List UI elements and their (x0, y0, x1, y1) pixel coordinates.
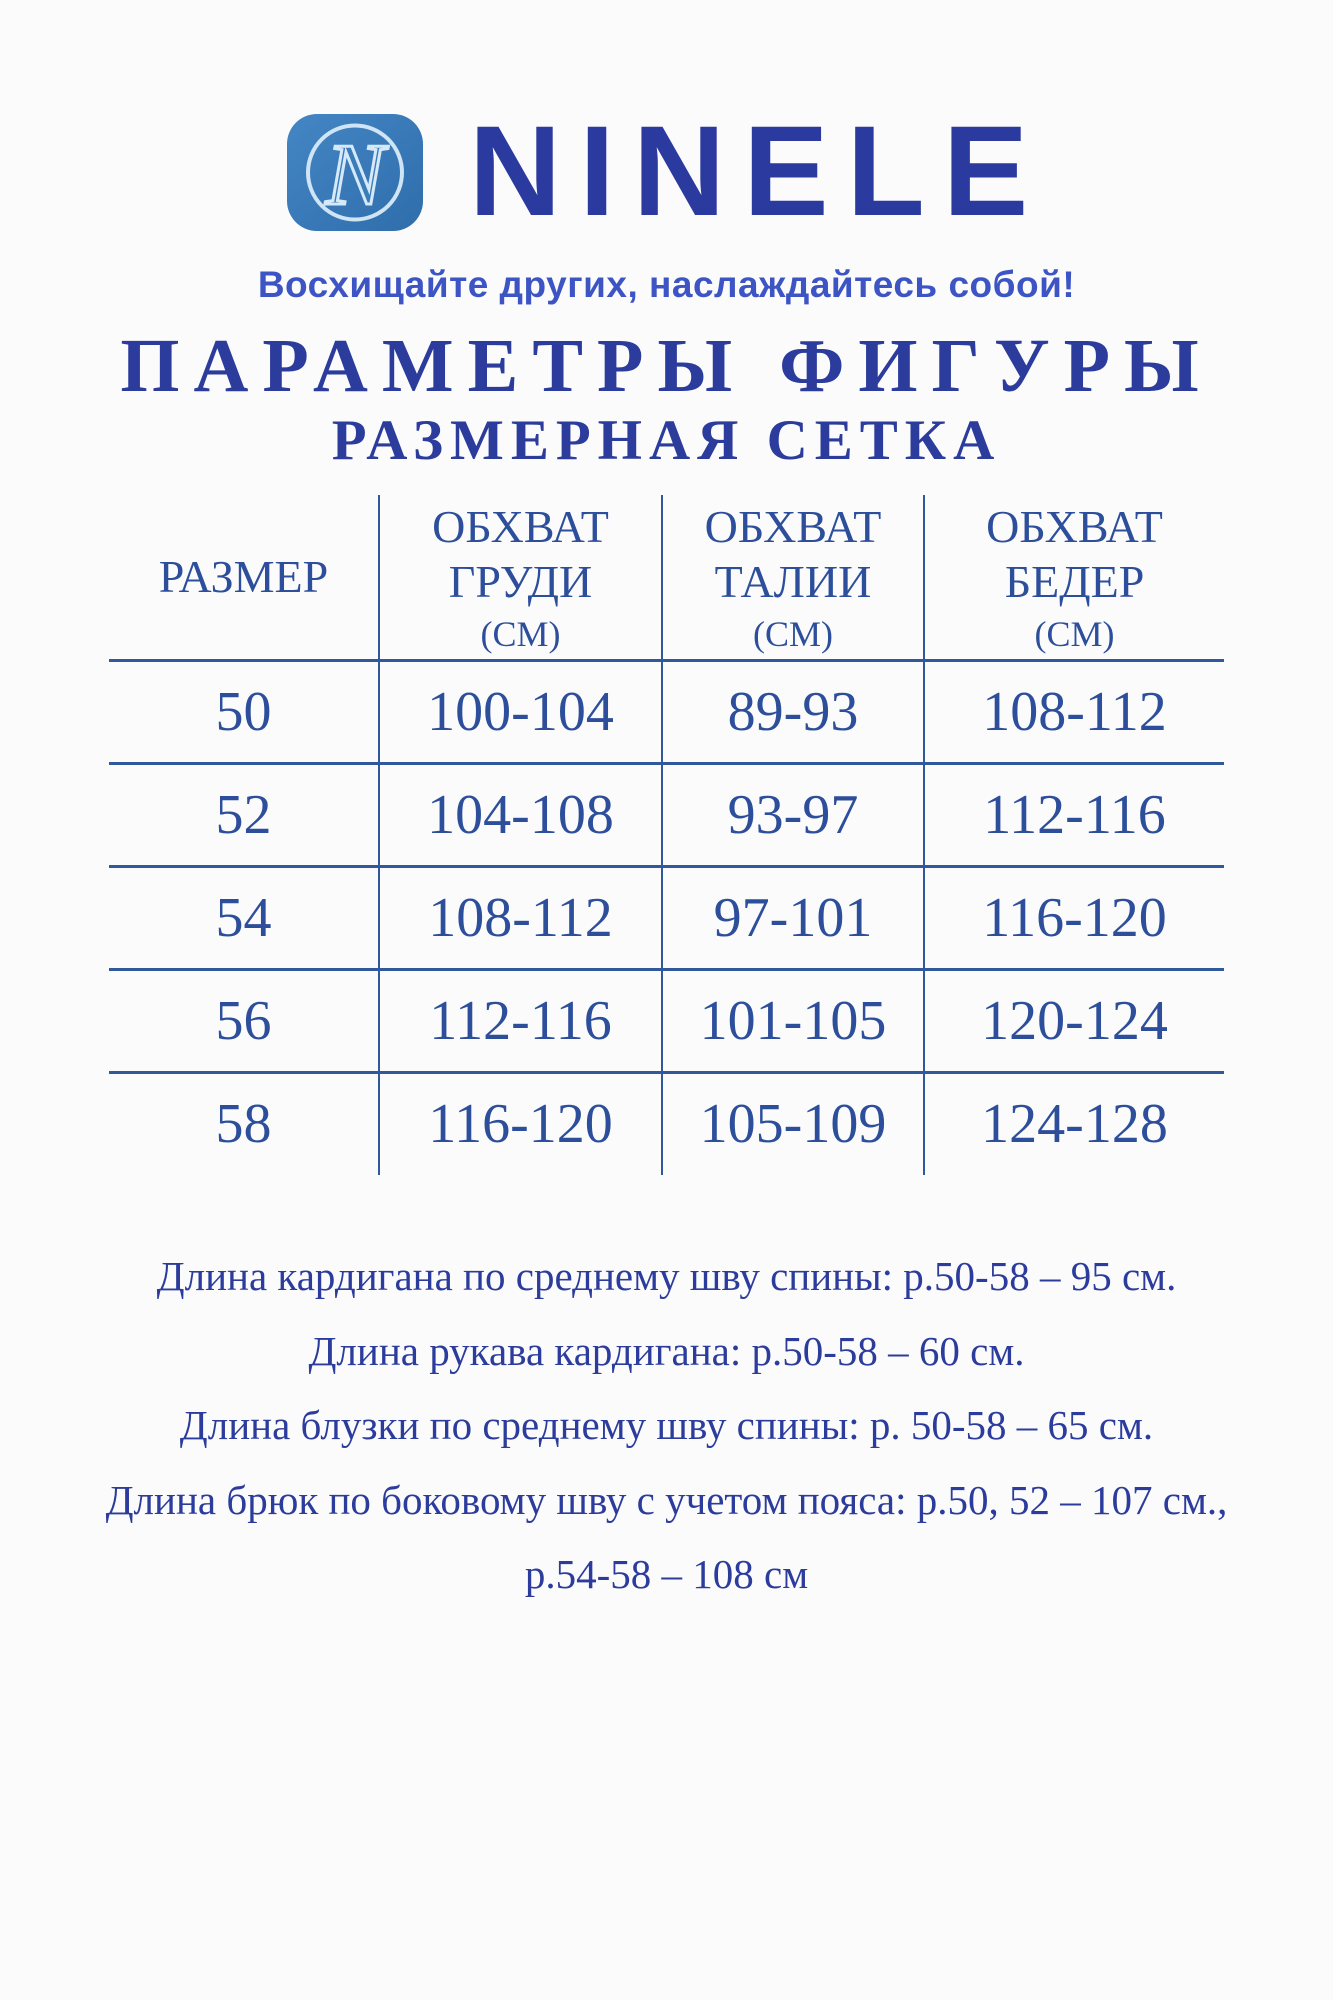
note-sleeve-length: Длина рукава кардигана: р.50-58 – 60 см. (308, 1327, 1025, 1374)
column-header-unit: (СМ) (480, 614, 561, 655)
size-cell: 54 (109, 866, 379, 969)
size-cell: 58 (215, 1093, 272, 1156)
brand-header (0, 0, 1333, 472)
note-blouse-length: Длина блузки по среднему шву спины: р. 50-58 – 65 см. (179, 1402, 1154, 1449)
waist-cell: 101-105 (662, 969, 924, 1072)
note-cardigan-length: Длина кардигана по среднему шву спины: р.50-58 – 95 см. (156, 1253, 1177, 1299)
brand-slogan: Восхищайте других, наслаждайтесь собой! (257, 264, 1076, 305)
column-header-size (109, 495, 379, 660)
size-cell: 50 (109, 660, 379, 763)
hips-cell: 112-116 (924, 763, 1224, 866)
table-row (109, 660, 1224, 763)
brand-name: NINELE (468, 100, 1047, 243)
ninele-logo-icon (287, 114, 423, 231)
size-cell: 56 (109, 969, 379, 1072)
hips-cell: 108-112 (924, 660, 1224, 763)
chest-cell: 100-104 (379, 660, 662, 763)
column-header-chest (379, 495, 662, 660)
column-header-waist (662, 495, 924, 660)
table-row (109, 763, 1224, 866)
size-table (109, 495, 1224, 1175)
waist-cell: 105-109 (662, 1072, 924, 1175)
table-row (109, 866, 1224, 969)
table-row (109, 1072, 1224, 1175)
column-header-label: ОБХВАТ ТАЛИИ (704, 500, 882, 607)
waist-cell: 93-97 (662, 763, 924, 866)
hips-cell: 116-120 (924, 866, 1224, 969)
note-trousers-length: Длина брюк по боковому шву с учетом пояса: р.50, 52 – 107 см., р.54-58 – 108 см (105, 1476, 1228, 1598)
column-header-unit: (СМ) (1034, 614, 1115, 655)
column-header-label: ОБХВАТ БЕДЕР (986, 500, 1163, 607)
chest-cell: 104-108 (379, 763, 662, 866)
column-header-unit: (СМ) (753, 614, 833, 655)
column-header-label: ОБХВАТ ГРУДИ (432, 500, 609, 607)
size-cell: 52 (109, 763, 379, 866)
chest-cell: 116-120 (379, 1072, 662, 1175)
page-title: ПАРАМЕТРЫ ФИГУРЫ (120, 324, 1213, 408)
page-subtitle: РАЗМЕРНАЯ СЕТКА (331, 409, 1002, 472)
logo-row (0, 96, 1333, 248)
measurement-notes (92, 1239, 1242, 1612)
column-header-label: РАЗМЕР (158, 551, 329, 603)
column-header-hips (924, 495, 1224, 660)
hips-cell: 120-124 (924, 969, 1224, 1072)
chest-cell: 108-112 (379, 866, 662, 969)
table-row (109, 969, 1224, 1072)
svg-text:N: N (325, 126, 385, 224)
waist-cell: 97-101 (662, 866, 924, 969)
waist-cell: 89-93 (662, 660, 924, 763)
chest-cell: 112-116 (379, 969, 662, 1072)
size-table-header-row (109, 495, 1224, 660)
hips-cell: 124-128 (924, 1072, 1224, 1175)
